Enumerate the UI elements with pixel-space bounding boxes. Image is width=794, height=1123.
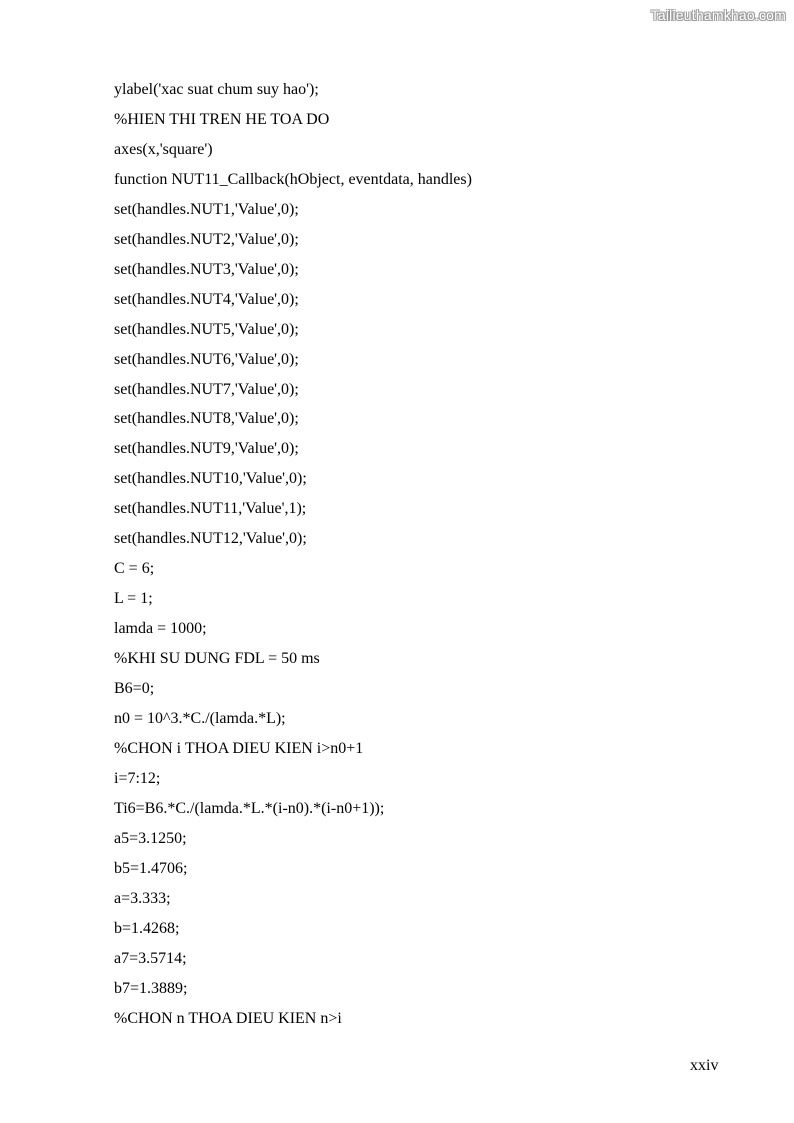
- code-line: ylabel('xac suat chum suy hao');: [114, 81, 319, 98]
- code-line: set(handles.NUT11,'Value',1);: [114, 500, 307, 518]
- code-line: b7=1.3889;: [114, 979, 188, 997]
- code-line: B6=0;: [114, 680, 155, 698]
- code-line: L = 1;: [114, 590, 153, 608]
- code-line: C = 6;: [114, 560, 155, 578]
- code-line: set(handles.NUT9,'Value',0);: [114, 440, 299, 458]
- code-line: Ti6=B6.*C./(lamda.*L.*(i-n0).*(i-n0+1));: [114, 799, 385, 817]
- code-line: set(handles.NUT5,'Value',0);: [114, 320, 299, 338]
- code-line: a7=3.5714;: [114, 949, 187, 967]
- code-line: lamda = 1000;: [114, 620, 207, 638]
- page-number: xxiv: [690, 1057, 719, 1074]
- code-line: %KHI SU DUNG FDL = 50 ms: [114, 650, 320, 668]
- code-line: set(handles.NUT3,'Value',0);: [114, 260, 299, 278]
- watermark-text: Tailieuthamkhao.com: [650, 7, 786, 23]
- code-line: a5=3.1250;: [114, 829, 187, 847]
- code-line: %CHON n THOA DIEU KIEN n>i: [114, 1009, 342, 1027]
- code-line: function NUT11_Callback(hObject, eventdata, handles): [114, 170, 472, 188]
- code-line: set(handles.NUT12,'Value',0);: [114, 530, 307, 548]
- code-line: b5=1.4706;: [114, 859, 188, 877]
- code-line: b=1.4268;: [114, 919, 180, 937]
- code-line: set(handles.NUT6,'Value',0);: [114, 350, 299, 368]
- code-line: axes(x,'square'): [114, 140, 213, 158]
- code-line: %HIEN THI TREN HE TOA DO: [114, 110, 330, 128]
- code-line: n0 = 10^3.*C./(lamda.*L);: [114, 710, 286, 728]
- code-listing: [114, 75, 472, 1034]
- code-line: set(handles.NUT4,'Value',0);: [114, 290, 299, 308]
- code-line: a=3.333;: [114, 889, 171, 907]
- code-line: i=7:12;: [114, 769, 161, 787]
- code-line: set(handles.NUT10,'Value',0);: [114, 470, 307, 488]
- code-line: set(handles.NUT2,'Value',0);: [114, 230, 299, 248]
- code-line: set(handles.NUT8,'Value',0);: [114, 410, 299, 428]
- code-line: %CHON i THOA DIEU KIEN i>n0+1: [114, 739, 364, 757]
- code-line: set(handles.NUT7,'Value',0);: [114, 380, 299, 398]
- code-line: set(handles.NUT1,'Value',0);: [114, 200, 299, 218]
